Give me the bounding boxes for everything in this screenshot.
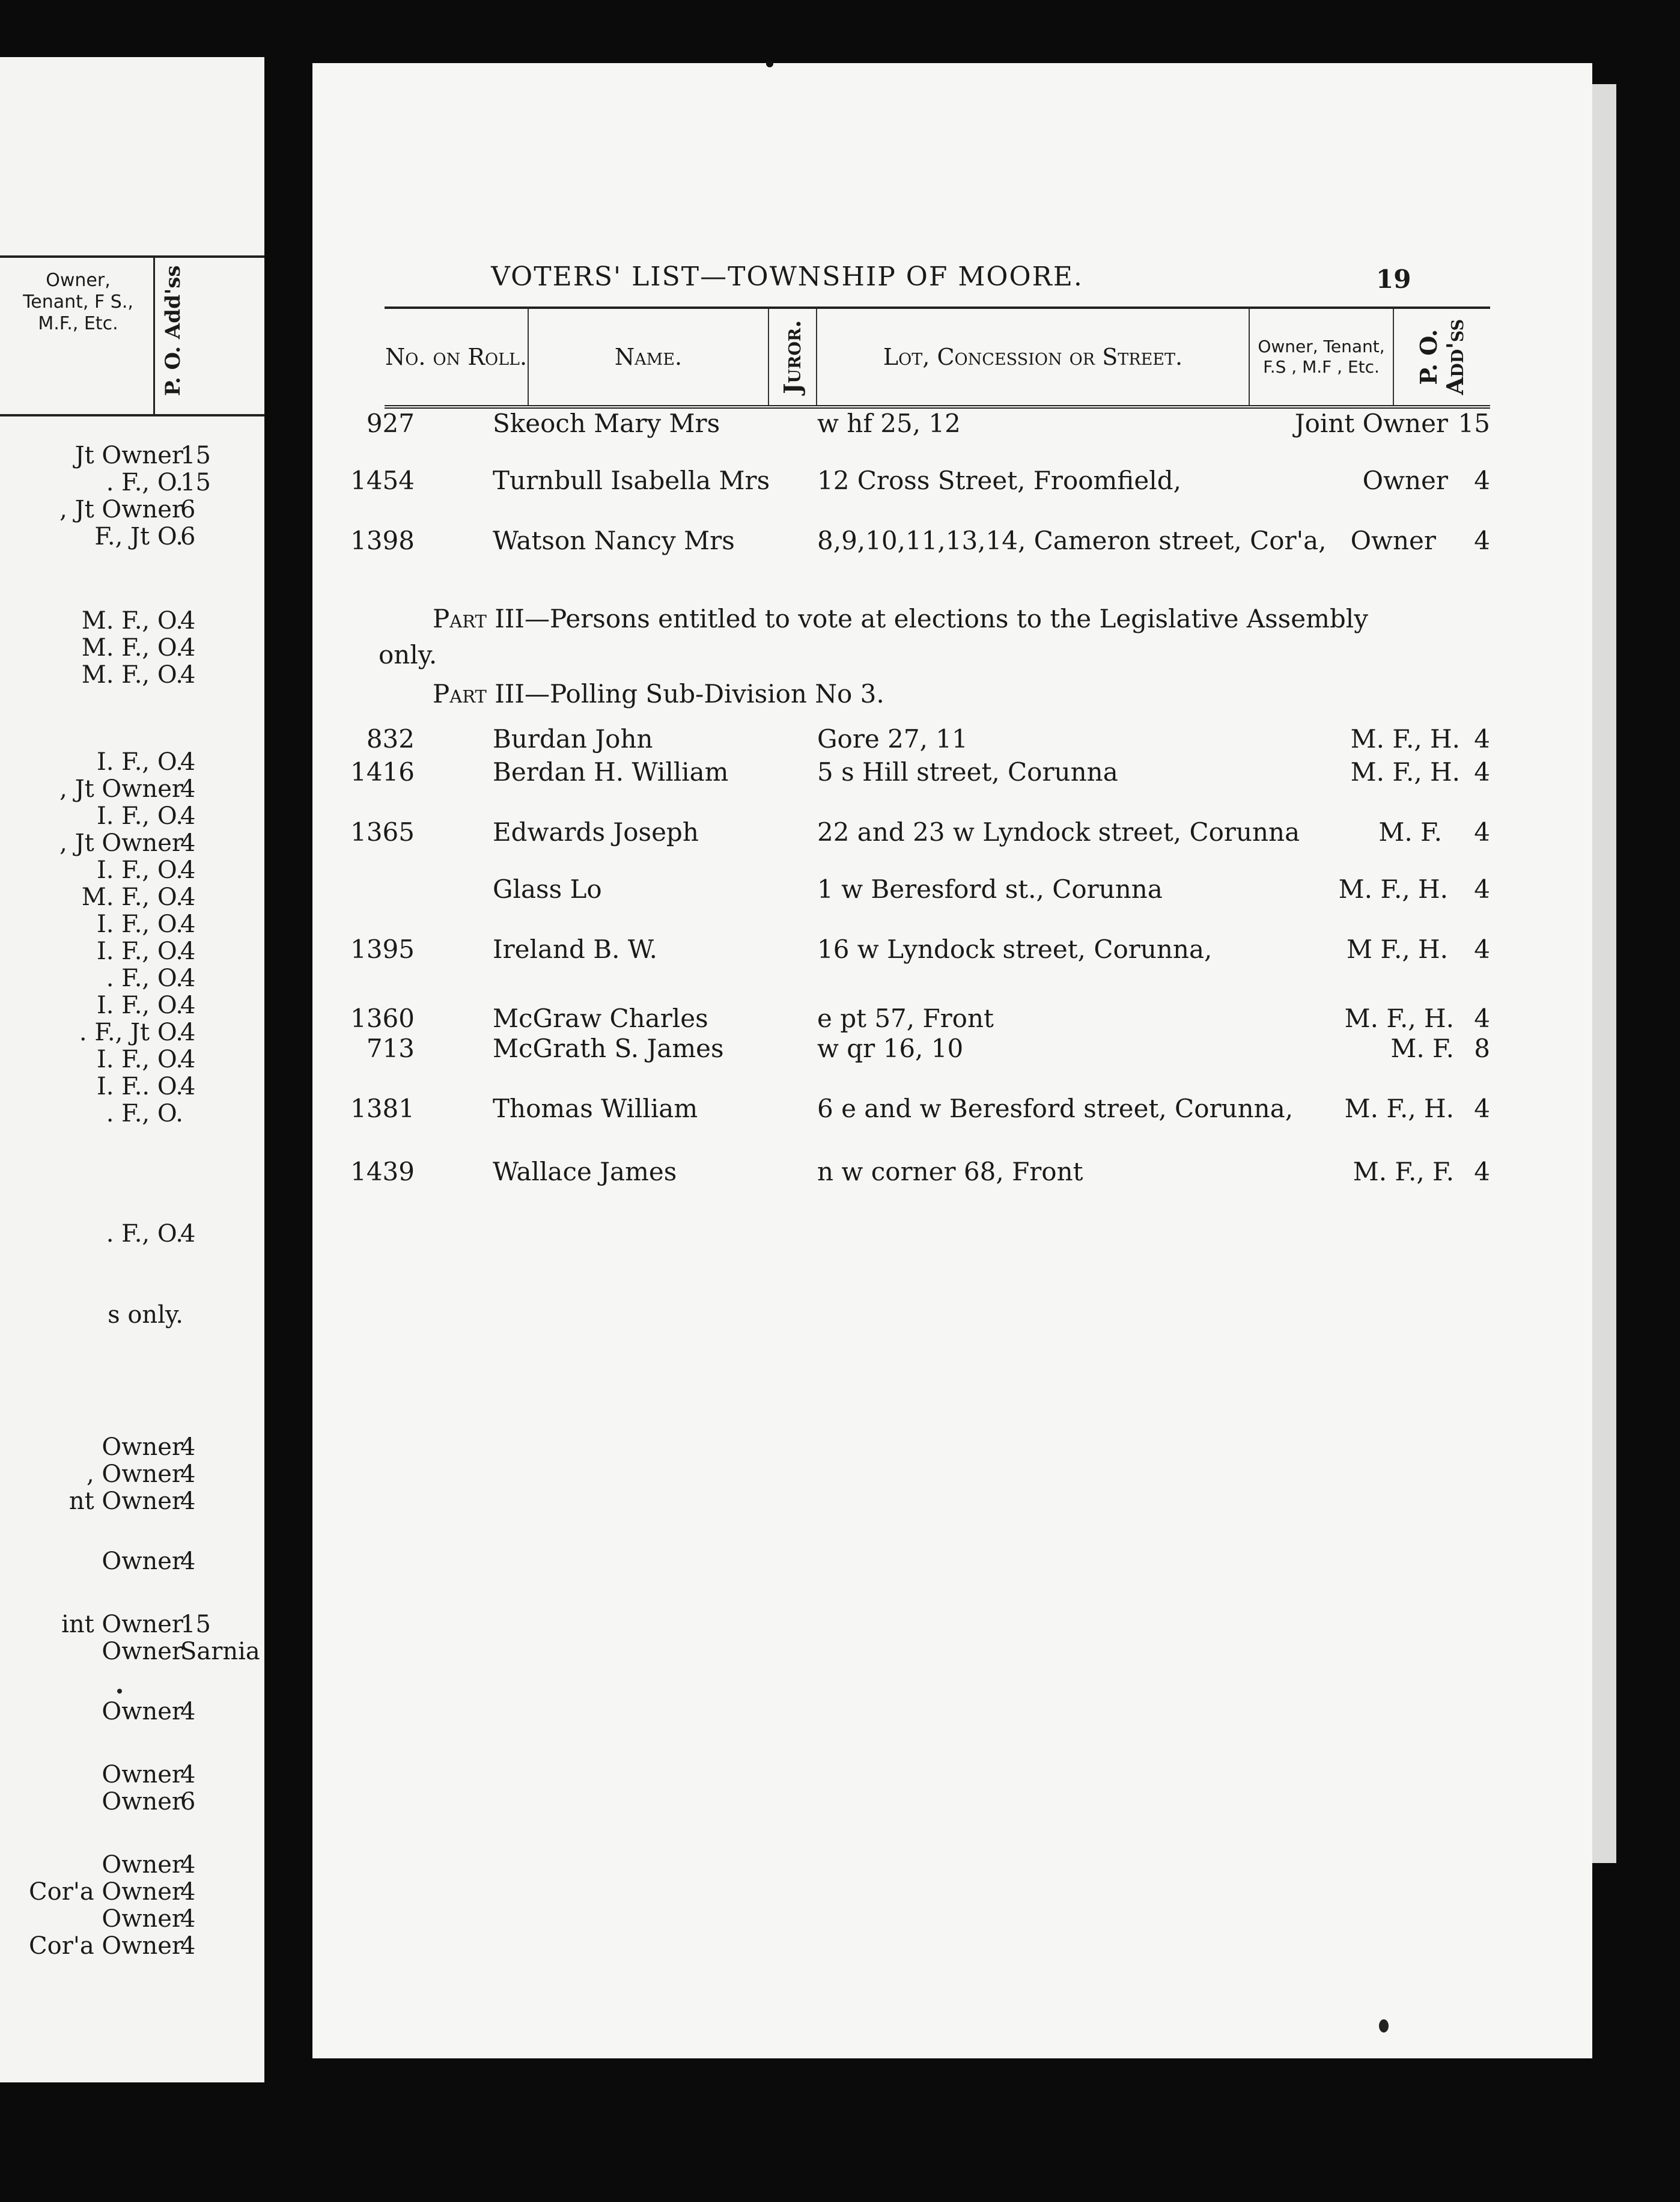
- roll-number: 927: [366, 409, 415, 438]
- roll-number: 713: [366, 1034, 415, 1063]
- status-text: Cor'a Owner: [29, 1932, 183, 1960]
- status-text: . F., O.: [106, 965, 183, 992]
- voter-entry: [312, 874, 1592, 910]
- main-page: [312, 63, 1592, 2058]
- roll-number: 1416: [350, 757, 415, 787]
- status-text: M. F., O.: [81, 661, 183, 689]
- po-text: 4: [180, 856, 196, 884]
- status-text: Owner: [102, 1548, 183, 1575]
- status-text: M F., H.: [1347, 935, 1448, 964]
- voter-entry: [312, 817, 1592, 853]
- po-address: 4: [1474, 1157, 1490, 1186]
- book-gutter: [264, 0, 312, 2202]
- po-address: 8: [1474, 1034, 1490, 1063]
- status-text: M. F.: [1390, 1034, 1454, 1063]
- status-text: Owner: [102, 1788, 183, 1816]
- po-text: 4: [180, 1220, 196, 1248]
- po-text: 6: [180, 496, 196, 523]
- previous-page-row: [0, 1638, 264, 1668]
- po-text: 4: [180, 829, 196, 857]
- status-text: Owner: [102, 1638, 183, 1665]
- lot-description: 5 s Hill street, Corunna: [817, 757, 1118, 787]
- previous-page-row: [0, 775, 264, 805]
- status-text: Cor'a Owner: [29, 1878, 183, 1906]
- po-address: 4: [1474, 874, 1490, 904]
- lot-description: 12 Cross Street, Froomfield,: [817, 466, 1181, 495]
- status-text: Owner: [102, 1698, 183, 1725]
- status-text: . F., O.: [106, 1100, 183, 1127]
- status-text: I. F., O.: [96, 748, 183, 776]
- previous-page-row: [0, 910, 264, 941]
- page-number: 19: [1376, 264, 1411, 294]
- voter-entry: [312, 1157, 1592, 1193]
- po-text: 4: [180, 775, 196, 803]
- voter-entry: [312, 526, 1592, 562]
- status-column-label: Owner, Tenant, F.S , M.F , Etc.: [1258, 337, 1385, 377]
- juror-column-header: [769, 309, 817, 405]
- previous-page-row: [0, 1046, 264, 1076]
- roll-number: 832: [366, 724, 415, 754]
- po-address: 4: [1474, 724, 1490, 754]
- previous-page-row: [0, 523, 264, 553]
- subdivision-lead: Part III: [433, 679, 525, 709]
- previous-page-row: [0, 1433, 264, 1463]
- previous-page-row: [0, 469, 264, 499]
- po-text: 6: [180, 523, 196, 550]
- po-text: 4: [180, 1878, 196, 1906]
- po-address: 4: [1474, 466, 1490, 495]
- previous-page-row: [0, 1460, 264, 1490]
- status-text: I. F., O.: [96, 910, 183, 938]
- voter-name: Ireland B. W.: [493, 935, 658, 964]
- roll-number: 1398: [350, 526, 415, 555]
- lot-description: 8,9,10,11,13,14, Cameron street, Cor'a,: [817, 526, 1327, 555]
- lot-column-label: Lot, Concession or Street.: [883, 344, 1183, 370]
- status-text: . F., O.: [106, 469, 183, 496]
- lot-description: 6 e and w Beresford street, Corunna,: [817, 1094, 1294, 1123]
- previous-page-row: [0, 1073, 264, 1103]
- previous-page-row: [0, 1019, 264, 1049]
- voter-name: Glass Lo: [493, 874, 602, 904]
- previous-page-row: [0, 1932, 264, 1962]
- ink-speck: [117, 1689, 122, 1694]
- previous-page-row: [0, 1878, 264, 1908]
- po-address: 4: [1474, 1004, 1490, 1033]
- po-text: 4: [180, 965, 196, 992]
- status-text: , Jt Owner: [59, 829, 183, 857]
- part-three-note: [379, 601, 1368, 673]
- table-header: [385, 307, 1490, 409]
- previous-page-row: [0, 1548, 264, 1578]
- status-text: I. F., O.: [96, 938, 183, 965]
- po-text: 4: [180, 1905, 196, 1933]
- part-three-note-line: [433, 604, 1368, 633]
- lot-description: w hf 25, 12: [817, 409, 961, 438]
- previous-page-row: [0, 856, 264, 886]
- subdivision-text: —Polling Sub-Division No 3.: [525, 679, 884, 709]
- part-three-continuation: only.: [379, 640, 437, 669]
- previous-page-row: [0, 1487, 264, 1517]
- po-text: 4: [180, 1460, 196, 1488]
- ink-speck: [1379, 2019, 1389, 2033]
- po-text: 4: [180, 634, 196, 662]
- po-text: 4: [180, 1698, 196, 1725]
- status-text: , Owner: [86, 1460, 183, 1488]
- page-edge: [1592, 84, 1616, 1863]
- voter-entry: [312, 1034, 1592, 1070]
- po-text: 4: [180, 938, 196, 965]
- subdivision-heading: [433, 676, 884, 712]
- po-address: 15: [1458, 409, 1490, 438]
- voter-name: Berdan H. William: [493, 757, 729, 787]
- roll-number: 1439: [350, 1157, 415, 1186]
- part-three-text: —Persons entitled to vote at elections to the Legislative Assembly: [525, 604, 1368, 633]
- status-text: I. F., O.: [96, 992, 183, 1019]
- status-text: I. F., O.: [96, 1046, 183, 1073]
- previous-page-row: [0, 1788, 264, 1818]
- po-address: 4: [1474, 1094, 1490, 1123]
- voter-entry: [312, 724, 1592, 760]
- voter-name: McGrath S. James: [493, 1034, 724, 1063]
- po-text: 4: [180, 748, 196, 776]
- status-text: s only.: [108, 1301, 183, 1329]
- status-text: . F., O.: [106, 1220, 183, 1248]
- lot-column-header: [817, 309, 1250, 405]
- previous-page-row: [0, 802, 264, 832]
- status-column-header: [1250, 309, 1394, 405]
- status-text: M. F., O.: [81, 634, 183, 662]
- previous-page-row: [0, 1761, 264, 1791]
- status-text: Owner: [1362, 466, 1448, 495]
- po-text: 4: [180, 1019, 196, 1046]
- po-text: 15: [180, 442, 211, 469]
- status-text: M. F., O.: [81, 883, 183, 911]
- po-text: 4: [180, 607, 196, 635]
- previous-page-row: [0, 965, 264, 995]
- status-text: M. F., F.: [1353, 1157, 1454, 1186]
- status-text: . F., Jt O.: [79, 1019, 183, 1046]
- po-text: 4: [180, 1548, 196, 1575]
- po-address: 4: [1474, 526, 1490, 555]
- previous-page-row: [0, 442, 264, 472]
- status-text: F., Jt O.: [94, 523, 183, 550]
- voter-entry: [312, 757, 1592, 793]
- po-text: 4: [180, 661, 196, 689]
- lot-description: n w corner 68, Front: [817, 1157, 1083, 1186]
- juror-column-label: Juror.: [779, 320, 806, 394]
- status-text: M. F., H.: [1350, 757, 1460, 787]
- roll-number: 1454: [350, 466, 415, 495]
- po-text: 4: [180, 992, 196, 1019]
- voter-name: Watson Nancy Mrs: [493, 526, 735, 555]
- status-text: Owner: [102, 1905, 183, 1933]
- previous-page-row: [0, 748, 264, 778]
- po-column-label: P. O. Add'ss: [1415, 319, 1468, 395]
- status-text: M. F., H.: [1344, 1094, 1454, 1123]
- lot-description: w qr 16, 10: [817, 1034, 964, 1063]
- po-text: Sarnia: [180, 1638, 260, 1665]
- po-text: 4: [180, 1761, 196, 1789]
- status-text: I. F., O.: [96, 856, 183, 884]
- previous-page-row: [0, 607, 264, 637]
- previous-page-row: [0, 883, 264, 913]
- previous-page: [0, 57, 264, 2082]
- voter-entry: [312, 409, 1592, 445]
- voter-name: Thomas William: [493, 1094, 698, 1123]
- previous-page-column-header: [0, 255, 264, 416]
- previous-page-row: [0, 829, 264, 859]
- status-text: Owner: [102, 1433, 183, 1461]
- status-column-label: Owner, Tenant, F S., M.F., Etc.: [23, 270, 133, 334]
- voter-entry: [312, 466, 1592, 502]
- voter-entry: [312, 935, 1592, 971]
- voter-entry: [312, 1094, 1592, 1130]
- po-text: 4: [180, 883, 196, 911]
- part-three-lead: Part III: [433, 604, 525, 633]
- previous-page-row: [0, 496, 264, 526]
- status-text: Joint Owner: [1294, 409, 1448, 438]
- status-text: Owner: [102, 1761, 183, 1789]
- po-text: 4: [180, 1433, 196, 1461]
- lot-description: Gore 27, 11: [817, 724, 968, 754]
- lot-description: e pt 57, Front: [817, 1004, 994, 1033]
- status-text: nt Owner: [68, 1487, 183, 1515]
- po-text: 4: [180, 1851, 196, 1879]
- voter-name: Burdan John: [493, 724, 653, 754]
- lot-description: 1 w Beresford st., Corunna: [817, 874, 1163, 904]
- status-text: I. F., O.: [96, 802, 183, 830]
- status-text: I. F.. O.: [96, 1073, 183, 1100]
- voter-name: Edwards Joseph: [493, 817, 699, 847]
- roll-number: 1395: [350, 935, 415, 964]
- roll-number: 1381: [350, 1094, 415, 1123]
- status-text: Jt Owner: [75, 442, 183, 469]
- voter-name: Skeoch Mary Mrs: [493, 409, 720, 438]
- status-text: M. F., H.: [1344, 1004, 1454, 1033]
- po-text: 15: [180, 1611, 211, 1638]
- previous-page-row: [0, 1611, 264, 1641]
- po-column-header: [1394, 309, 1490, 405]
- previous-page-row: [0, 661, 264, 691]
- voter-name: Turnbull Isabella Mrs: [493, 466, 770, 495]
- running-title: VOTERS' LIST—TOWNSHIP OF MOORE.: [491, 261, 1083, 292]
- lot-description: 22 and 23 w Lyndock street, Corunna: [817, 817, 1300, 847]
- previous-page-row: [0, 1698, 264, 1728]
- po-text: 4: [180, 802, 196, 830]
- previous-page-row: [0, 1220, 264, 1250]
- status-text: M. F., O.: [81, 607, 183, 635]
- po-address: 4: [1474, 757, 1490, 787]
- status-text: M. F.: [1378, 817, 1442, 847]
- voter-name: Wallace James: [493, 1157, 677, 1186]
- po-text: 6: [180, 1788, 196, 1816]
- status-text: M. F., H.: [1338, 874, 1448, 904]
- po-address: 4: [1474, 817, 1490, 847]
- po-address: 4: [1474, 935, 1490, 964]
- roll-column-header: [385, 309, 529, 405]
- name-column-label: Name.: [614, 344, 683, 370]
- status-text: , Jt Owner: [59, 496, 183, 523]
- previous-page-row: [0, 1100, 264, 1130]
- po-text: 15: [180, 469, 211, 496]
- roll-number: 1360: [350, 1004, 415, 1033]
- po-text: 4: [180, 910, 196, 938]
- po-text: 4: [180, 1932, 196, 1960]
- name-column-header: [529, 309, 769, 405]
- status-text: M. F., H.: [1350, 724, 1460, 754]
- po-text: 4: [180, 1046, 196, 1073]
- status-text: Owner: [1350, 526, 1436, 555]
- status-text: int Owner: [61, 1611, 183, 1638]
- previous-page-row: [0, 938, 264, 968]
- previous-page-row: [0, 1851, 264, 1881]
- roll-number: 1365: [350, 817, 415, 847]
- lot-description: 16 w Lyndock street, Corunna,: [817, 935, 1213, 964]
- status-text: Owner: [102, 1851, 183, 1879]
- voter-name: McGraw Charles: [493, 1004, 708, 1033]
- po-column-label: P. O. Add'ss: [161, 265, 185, 396]
- previous-page-row: [0, 1905, 264, 1935]
- ink-speck: [766, 60, 773, 67]
- previous-page-row: [0, 1301, 264, 1331]
- previous-page-row: [0, 634, 264, 664]
- previous-page-row: [0, 992, 264, 1022]
- status-text: , Jt Owner: [59, 775, 183, 803]
- po-text: 4: [180, 1487, 196, 1515]
- po-text: 4: [180, 1073, 196, 1100]
- po-column-header: [153, 258, 203, 414]
- roll-column-label: No. on Roll.: [385, 344, 528, 370]
